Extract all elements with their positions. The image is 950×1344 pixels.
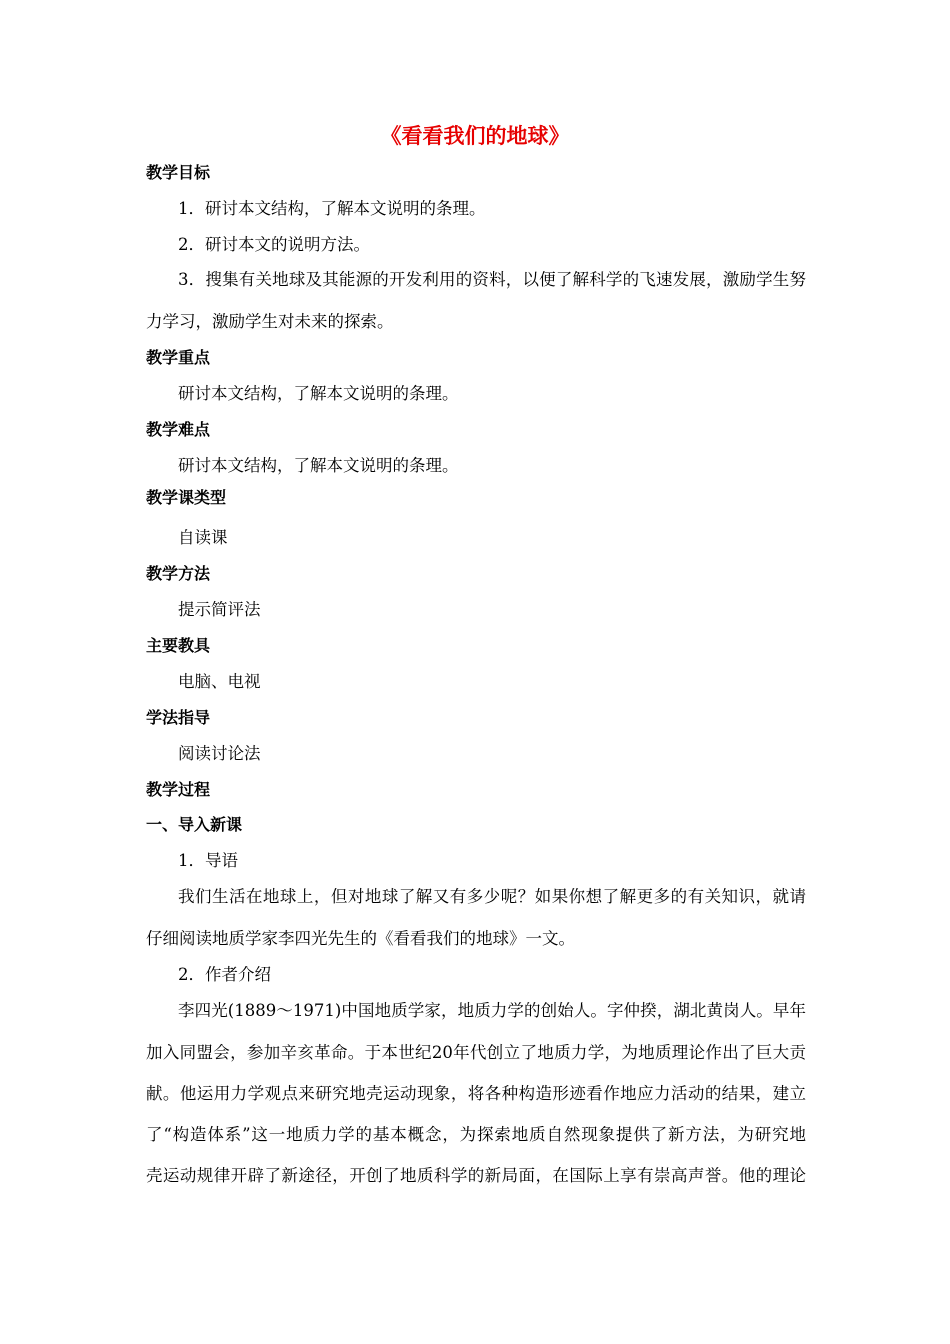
heading-lesson-type: 教学课类型 [146,488,227,507]
subsection-2-heading: 2．作者介绍 [178,965,271,984]
study-guide-text: 阅读讨论法 [178,744,261,763]
document-title: 《看看我们的地球》 [380,124,570,148]
heading-teaching-process: 教学过程 [146,780,211,799]
goal-item-3-line-1: 3．搜集有关地球及其能源的开发利用的资料，以便了解科学的飞速发展，激励学生努 [178,270,806,289]
heading-teaching-method: 教学方法 [146,564,211,583]
section-1-heading: 一、导入新课 [146,815,243,834]
goal-item-3-line-2: 力学习，激励学生对未来的探索。 [146,312,394,331]
intro-line-1: 我们生活在地球上，但对地球了解又有多少呢？如果你想了解更多的有关知识，就请 [178,887,806,906]
difficult-point-text: 研讨本文结构，了解本文说明的条理。 [178,456,459,475]
author-line-2: 加入同盟会，参加辛亥革命。于本世纪20年代创立了地质力学，为地质理论作出了巨大贡 [146,1043,806,1062]
subsection-1-heading: 1．导语 [178,851,238,870]
teaching-method-text: 提示简评法 [178,600,261,619]
lesson-type-text: 自读课 [178,528,228,547]
author-line-1: 李四光(1889～1971)中国地质学家，地质力学的创始人。字仲揆，湖北黄岗人。早年 [178,1001,806,1020]
author-line-4: 了“构造体系”这一地质力学的基本概念，为探索地质自然现象提供了新方法，为研究地 [146,1125,806,1144]
goal-item-1: 1．研讨本文结构，了解本文说明的条理。 [178,199,486,218]
author-line-3: 献。他运用力学观点来研究地壳运动现象，将各种构造形迹看作地应力活动的结果，建立 [146,1084,806,1103]
goal-item-2: 2．研讨本文的说明方法。 [178,235,370,254]
heading-key-point: 教学重点 [146,348,211,367]
author-line-5: 壳运动规律开辟了新途径，开创了地质科学的新局面，在国际上享有崇高声誉。他的理论 [146,1166,806,1185]
heading-main-tools: 主要教具 [146,636,211,655]
intro-line-2: 仔细阅读地质学家李四光先生的《看看我们的地球》一文。 [146,929,575,948]
heading-teaching-goals: 教学目标 [146,163,211,182]
main-tools-text: 电脑、电视 [178,672,261,691]
heading-difficult-point: 教学难点 [146,420,211,439]
heading-study-guide: 学法指导 [146,708,211,727]
key-point-text: 研讨本文结构，了解本文说明的条理。 [178,384,459,403]
